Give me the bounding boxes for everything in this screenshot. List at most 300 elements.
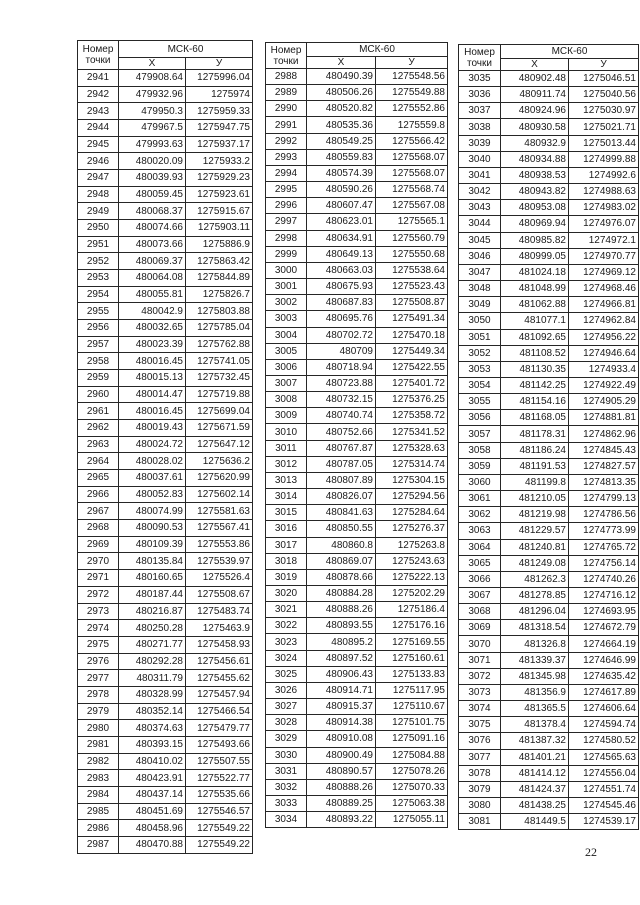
point-number-cell: 3048 — [459, 281, 501, 297]
x-cell: 480860.8 — [307, 537, 376, 553]
y-cell: 1275560.79 — [376, 230, 448, 246]
table-row — [459, 523, 639, 539]
point-number-cell: 2971 — [78, 570, 119, 587]
x-cell: 480807.89 — [307, 472, 376, 488]
y-header: У — [569, 59, 639, 71]
point-number-cell: 2951 — [78, 236, 119, 253]
x-cell: 480039.93 — [119, 170, 186, 187]
x-cell: 480311.79 — [119, 670, 186, 687]
point-number-cell: 3047 — [459, 264, 501, 280]
x-cell: 481378.4 — [501, 717, 569, 733]
y-cell: 1275671.59 — [186, 420, 253, 437]
table-row — [266, 489, 448, 505]
table-row — [459, 604, 639, 620]
point-number-cell: 2990 — [266, 101, 307, 117]
point-number-cell: 2963 — [78, 436, 119, 453]
point-number-cell: 2978 — [78, 686, 119, 703]
point-number-cell: 3034 — [266, 812, 307, 828]
point-number-cell: 2947 — [78, 170, 119, 187]
table-row — [459, 765, 639, 781]
x-cell: 480910.08 — [307, 731, 376, 747]
point-number-cell: 2954 — [78, 286, 119, 303]
x-header: X — [501, 59, 569, 71]
point-number-cell: 3061 — [459, 491, 501, 507]
y-cell: 1275493.66 — [186, 736, 253, 753]
y-cell: 1275549.88 — [376, 85, 448, 101]
header-label: Номер — [464, 46, 495, 58]
y-cell: 1274976.07 — [569, 216, 639, 232]
x-cell: 480723.88 — [307, 375, 376, 391]
x-cell: 481077.1 — [501, 313, 569, 329]
point-number-cell: 2975 — [78, 636, 119, 653]
x-cell: 480019.43 — [119, 420, 186, 437]
table-row — [459, 264, 639, 280]
y-cell: 1275565.1 — [376, 214, 448, 230]
table-row — [78, 570, 253, 587]
y-cell: 1274551.74 — [569, 781, 639, 797]
point-number-cell: 3077 — [459, 749, 501, 765]
point-number-cell: 3041 — [459, 167, 501, 183]
x-cell: 481048.99 — [501, 281, 569, 297]
table-row — [266, 666, 448, 682]
x-cell: 480914.38 — [307, 715, 376, 731]
y-cell: 1275508.87 — [376, 295, 448, 311]
x-cell: 480016.45 — [119, 353, 186, 370]
x-cell: 480663.03 — [307, 262, 376, 278]
table-row — [78, 653, 253, 670]
table-row — [459, 458, 639, 474]
point-number-cell: 3063 — [459, 523, 501, 539]
y-cell: 1275222.13 — [376, 569, 448, 585]
point-number-cell: 2977 — [78, 670, 119, 687]
table-row — [266, 763, 448, 779]
y-cell: 1275523.43 — [376, 279, 448, 295]
point-number-cell: 3040 — [459, 151, 501, 167]
x-cell: 480020.09 — [119, 153, 186, 170]
point-number-cell: 3078 — [459, 765, 501, 781]
point-number-cell: 3021 — [266, 602, 307, 618]
point-number-cell: 3010 — [266, 424, 307, 440]
y-cell: 1275996.04 — [186, 70, 253, 87]
point-number-cell: 3017 — [266, 537, 307, 553]
table-row — [266, 618, 448, 634]
x-cell: 480897.52 — [307, 650, 376, 666]
point-number-cell: 3075 — [459, 717, 501, 733]
x-cell: 480934.88 — [501, 151, 569, 167]
y-cell: 1275263.8 — [376, 537, 448, 553]
table-row — [78, 553, 253, 570]
y-cell: 1275328.63 — [376, 440, 448, 456]
point-number-cell: 2988 — [266, 69, 307, 85]
point-number-cell: 3071 — [459, 652, 501, 668]
y-cell: 1275959.33 — [186, 103, 253, 120]
x-cell: 480649.13 — [307, 246, 376, 262]
point-number-header — [78, 41, 119, 70]
x-cell: 481142.25 — [501, 377, 569, 393]
point-number-cell: 3074 — [459, 701, 501, 717]
x-cell: 480216.87 — [119, 603, 186, 620]
y-cell: 1275844.89 — [186, 270, 253, 287]
table-row — [459, 749, 639, 765]
table-header — [459, 45, 639, 71]
point-number-cell: 2986 — [78, 820, 119, 837]
table-row — [78, 403, 253, 420]
y-cell: 1275040.56 — [569, 87, 639, 103]
y-cell: 1275483.74 — [186, 603, 253, 620]
x-cell: 481229.57 — [501, 523, 569, 539]
y-cell: 1274594.74 — [569, 717, 639, 733]
y-cell: 1275341.52 — [376, 424, 448, 440]
point-number-cell: 3036 — [459, 87, 501, 103]
y-cell: 1274827.57 — [569, 458, 639, 474]
table-row — [266, 796, 448, 812]
x-cell: 480559.83 — [307, 149, 376, 165]
x-header: X — [307, 57, 376, 69]
point-number-cell: 3081 — [459, 814, 501, 830]
y-cell: 1275046.51 — [569, 71, 639, 87]
point-number-cell: 3004 — [266, 327, 307, 343]
table-row — [459, 232, 639, 248]
table-row — [459, 119, 639, 135]
x-cell: 480915.37 — [307, 699, 376, 715]
table-row — [78, 353, 253, 370]
x-cell: 481191.53 — [501, 458, 569, 474]
y-cell: 1274664.19 — [569, 636, 639, 652]
table-row — [78, 320, 253, 337]
x-cell: 480069.37 — [119, 253, 186, 270]
table-row — [459, 668, 639, 684]
y-cell: 1275567.41 — [186, 520, 253, 537]
table-row — [78, 86, 253, 103]
point-number-cell: 3072 — [459, 668, 501, 684]
header-label: точки — [273, 55, 299, 67]
y-cell: 1275568.74 — [376, 182, 448, 198]
y-cell: 1274966.81 — [569, 297, 639, 313]
point-number-cell: 3039 — [459, 135, 501, 151]
y-cell: 1274693.95 — [569, 604, 639, 620]
point-number-cell: 3006 — [266, 359, 307, 375]
y-cell: 1275620.99 — [186, 470, 253, 487]
x-cell: 480052.83 — [119, 486, 186, 503]
table-row — [78, 453, 253, 470]
y-cell: 1274617.89 — [569, 684, 639, 700]
table-row — [459, 248, 639, 264]
table-row — [459, 329, 639, 345]
point-number-cell: 3007 — [266, 375, 307, 391]
point-number-cell: 2989 — [266, 85, 307, 101]
point-number-cell: 2950 — [78, 220, 119, 237]
table-row — [459, 71, 639, 87]
table-row — [78, 736, 253, 753]
point-number-header — [266, 43, 307, 69]
y-cell: 1275202.29 — [376, 586, 448, 602]
table-row — [78, 170, 253, 187]
y-cell: 1275937.17 — [186, 136, 253, 153]
y-cell: 1274933.4 — [569, 361, 639, 377]
table-row — [459, 135, 639, 151]
x-cell: 480687.83 — [307, 295, 376, 311]
x-cell: 480902.48 — [501, 71, 569, 87]
y-cell: 1275974 — [186, 86, 253, 103]
table-row — [78, 470, 253, 487]
point-number-cell: 2980 — [78, 720, 119, 737]
point-number-cell: 3065 — [459, 555, 501, 571]
y-cell: 1275176.16 — [376, 618, 448, 634]
point-number-cell: 3070 — [459, 636, 501, 652]
x-cell: 480374.63 — [119, 720, 186, 737]
table-row — [266, 165, 448, 181]
coordinates-table-3 — [458, 44, 639, 830]
x-cell: 480028.02 — [119, 453, 186, 470]
point-number-cell: 2960 — [78, 386, 119, 403]
x-cell: 480889.25 — [307, 796, 376, 812]
x-cell: 479932.96 — [119, 86, 186, 103]
point-number-cell: 2959 — [78, 370, 119, 387]
point-number-cell: 2974 — [78, 620, 119, 637]
x-cell: 481240.81 — [501, 539, 569, 555]
point-number-cell: 3028 — [266, 715, 307, 731]
y-cell: 1275449.34 — [376, 343, 448, 359]
table-row — [266, 182, 448, 198]
table-row — [459, 652, 639, 668]
point-number-cell: 3003 — [266, 311, 307, 327]
point-number-cell: 3056 — [459, 410, 501, 426]
point-number-cell: 2973 — [78, 603, 119, 620]
table-row — [78, 370, 253, 387]
table-body — [459, 71, 639, 830]
y-cell: 1275732.45 — [186, 370, 253, 387]
coordinate-system-header: МСК-60 — [307, 43, 448, 57]
point-number-cell: 2955 — [78, 303, 119, 320]
point-number-cell: 2958 — [78, 353, 119, 370]
x-cell: 480914.71 — [307, 682, 376, 698]
table-row — [78, 486, 253, 503]
table-row — [459, 216, 639, 232]
x-cell: 480999.05 — [501, 248, 569, 264]
point-number-cell: 3068 — [459, 604, 501, 620]
x-cell: 480458.96 — [119, 820, 186, 837]
x-cell: 480985.82 — [501, 232, 569, 248]
coordinate-system-header: МСК-60 — [119, 41, 253, 58]
table-row — [266, 101, 448, 117]
x-cell: 480574.39 — [307, 165, 376, 181]
y-cell: 1275401.72 — [376, 375, 448, 391]
point-number-cell: 2945 — [78, 136, 119, 153]
table-row — [459, 167, 639, 183]
table-row — [459, 588, 639, 604]
table-row — [266, 682, 448, 698]
x-cell: 480055.81 — [119, 286, 186, 303]
table-row — [266, 650, 448, 666]
table-row — [266, 375, 448, 391]
y-cell: 1274716.12 — [569, 588, 639, 604]
y-cell: 1275863.42 — [186, 253, 253, 270]
x-cell: 480292.28 — [119, 653, 186, 670]
x-cell: 480924.96 — [501, 103, 569, 119]
point-number-cell: 2968 — [78, 520, 119, 537]
table-header — [78, 41, 253, 70]
x-cell: 481154.16 — [501, 394, 569, 410]
y-cell: 1275522.77 — [186, 770, 253, 787]
point-number-cell: 3052 — [459, 345, 501, 361]
y-cell: 1275826.7 — [186, 286, 253, 303]
y-cell: 1274606.64 — [569, 701, 639, 717]
point-number-cell: 2984 — [78, 786, 119, 803]
x-cell: 480718.94 — [307, 359, 376, 375]
y-cell: 1274881.81 — [569, 410, 639, 426]
y-cell: 1275549.22 — [186, 836, 253, 853]
x-cell: 479993.63 — [119, 136, 186, 153]
point-number-cell: 3030 — [266, 747, 307, 763]
x-cell: 480732.15 — [307, 392, 376, 408]
point-number-cell: 2987 — [78, 836, 119, 853]
table-row — [459, 345, 639, 361]
point-number-cell: 3019 — [266, 569, 307, 585]
point-number-cell: 3029 — [266, 731, 307, 747]
x-cell: 480607.47 — [307, 198, 376, 214]
table-row — [78, 303, 253, 320]
table-row — [459, 814, 639, 830]
table-row — [459, 426, 639, 442]
y-cell: 1274740.26 — [569, 571, 639, 587]
x-cell: 480271.77 — [119, 636, 186, 653]
y-cell: 1274983.02 — [569, 200, 639, 216]
point-number-header — [459, 45, 501, 71]
point-number-cell: 3025 — [266, 666, 307, 682]
x-cell: 480930.58 — [501, 119, 569, 135]
point-number-cell: 3005 — [266, 343, 307, 359]
y-cell: 1274786.56 — [569, 507, 639, 523]
table-row — [78, 820, 253, 837]
table-row — [459, 717, 639, 733]
x-cell: 481062.88 — [501, 297, 569, 313]
x-cell: 481318.54 — [501, 620, 569, 636]
y-cell: 1274646.99 — [569, 652, 639, 668]
table-row — [266, 230, 448, 246]
point-number-cell: 3022 — [266, 618, 307, 634]
table-row — [266, 747, 448, 763]
y-cell: 1274922.49 — [569, 377, 639, 393]
y-cell: 1275456.61 — [186, 653, 253, 670]
x-cell: 480109.39 — [119, 536, 186, 553]
point-number-cell: 2970 — [78, 553, 119, 570]
point-number-cell: 3016 — [266, 521, 307, 537]
y-cell: 1275923.61 — [186, 186, 253, 203]
coordinate-system-header: МСК-60 — [501, 45, 639, 59]
table-row — [266, 424, 448, 440]
point-number-cell: 3057 — [459, 426, 501, 442]
x-cell: 481339.37 — [501, 652, 569, 668]
point-number-cell: 2952 — [78, 253, 119, 270]
y-cell: 1275553.86 — [186, 536, 253, 553]
table-row — [266, 295, 448, 311]
x-cell: 481438.25 — [501, 798, 569, 814]
point-number-cell: 2946 — [78, 153, 119, 170]
table-row — [266, 505, 448, 521]
x-cell: 480895.2 — [307, 634, 376, 650]
point-number-cell: 2969 — [78, 536, 119, 553]
table-row — [266, 343, 448, 359]
x-cell: 480634.91 — [307, 230, 376, 246]
table-row — [78, 270, 253, 287]
x-cell: 479950.3 — [119, 103, 186, 120]
table-row — [459, 539, 639, 555]
table-row — [78, 253, 253, 270]
x-cell: 480869.07 — [307, 553, 376, 569]
point-number-cell: 2996 — [266, 198, 307, 214]
point-number-cell: 3009 — [266, 408, 307, 424]
x-cell: 480906.43 — [307, 666, 376, 682]
x-cell: 480888.26 — [307, 779, 376, 795]
y-cell: 1275304.15 — [376, 472, 448, 488]
x-cell: 480520.82 — [307, 101, 376, 117]
y-cell: 1275539.97 — [186, 553, 253, 570]
x-cell: 480884.28 — [307, 586, 376, 602]
page-number: 22 — [585, 845, 597, 859]
y-cell: 1275169.55 — [376, 634, 448, 650]
table-row — [266, 537, 448, 553]
x-cell: 480064.08 — [119, 270, 186, 287]
table-row — [266, 408, 448, 424]
point-number-cell: 2941 — [78, 70, 119, 87]
table-row — [78, 136, 253, 153]
x-cell: 480059.45 — [119, 186, 186, 203]
x-cell: 480752.66 — [307, 424, 376, 440]
point-number-cell: 3018 — [266, 553, 307, 569]
point-number-cell: 3076 — [459, 733, 501, 749]
y-cell: 1275785.04 — [186, 320, 253, 337]
y-cell: 1274773.99 — [569, 523, 639, 539]
table-row — [266, 85, 448, 101]
table-row — [266, 359, 448, 375]
y-cell: 1275021.71 — [569, 119, 639, 135]
point-number-cell: 2967 — [78, 503, 119, 520]
x-cell: 481130.35 — [501, 361, 569, 377]
table-row — [78, 236, 253, 253]
point-number-cell: 3002 — [266, 295, 307, 311]
y-cell: 1275566.42 — [376, 133, 448, 149]
table-row — [78, 336, 253, 353]
point-number-cell: 3051 — [459, 329, 501, 345]
table-row — [459, 377, 639, 393]
point-number-cell: 3053 — [459, 361, 501, 377]
table-row — [78, 203, 253, 220]
x-cell: 480938.53 — [501, 167, 569, 183]
table-row — [266, 553, 448, 569]
x-cell: 481326.8 — [501, 636, 569, 652]
point-number-cell: 3012 — [266, 456, 307, 472]
x-cell: 480074.66 — [119, 220, 186, 237]
point-number-cell: 3027 — [266, 699, 307, 715]
x-cell: 480160.65 — [119, 570, 186, 587]
table-row — [459, 184, 639, 200]
y-cell: 1275276.37 — [376, 521, 448, 537]
x-cell: 480878.66 — [307, 569, 376, 585]
table-row — [459, 733, 639, 749]
y-cell: 1275636.2 — [186, 453, 253, 470]
point-number-cell: 2961 — [78, 403, 119, 420]
point-number-cell: 2949 — [78, 203, 119, 220]
y-cell: 1275508.67 — [186, 586, 253, 603]
y-cell: 1274635.42 — [569, 668, 639, 684]
x-cell: 481024.18 — [501, 264, 569, 280]
y-cell: 1274813.35 — [569, 474, 639, 490]
y-cell: 1275915.67 — [186, 203, 253, 220]
y-cell: 1274962.84 — [569, 313, 639, 329]
point-number-cell: 3037 — [459, 103, 501, 119]
y-cell: 1275294.56 — [376, 489, 448, 505]
x-cell: 481108.52 — [501, 345, 569, 361]
